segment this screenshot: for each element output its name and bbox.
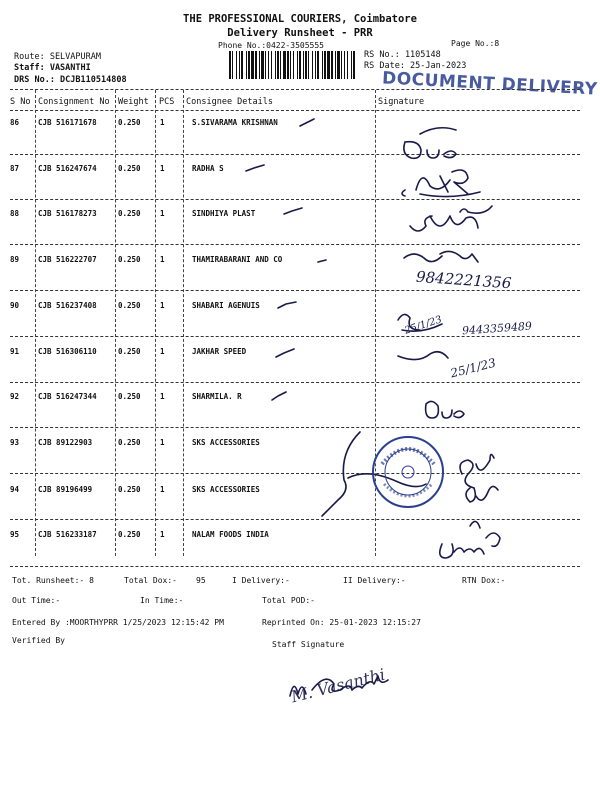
handwritten-date-90: 25/1/23 bbox=[403, 314, 444, 337]
ii-delivery: II Delivery:- bbox=[343, 576, 406, 585]
row-pcs: 1 bbox=[160, 255, 165, 264]
row-sno: 95 bbox=[10, 530, 20, 539]
row-weight: 0.250 bbox=[118, 530, 141, 539]
barcode-bar bbox=[271, 51, 272, 79]
barcode-bar bbox=[268, 51, 269, 79]
rs-date: RS Date: 25-Jan-2023 bbox=[364, 61, 467, 71]
col-consignment: Consignment No bbox=[38, 97, 110, 107]
barcode-bar bbox=[241, 51, 243, 79]
company-seal bbox=[370, 434, 446, 510]
phone-number: Phone No.:0422-3505555 bbox=[218, 41, 324, 50]
row-separator bbox=[10, 427, 580, 428]
row-weight: 0.250 bbox=[118, 301, 141, 310]
row-weight: 0.250 bbox=[118, 485, 141, 494]
document-delivery-stamp: DOCUMENT DELIVERY bbox=[381, 68, 599, 100]
row-sno: 87 bbox=[10, 164, 20, 173]
rs-number: RS No.: 1105148 bbox=[364, 50, 441, 60]
row-weight: 0.250 bbox=[118, 438, 141, 447]
signature-86 bbox=[420, 128, 456, 134]
barcode-bar bbox=[251, 51, 254, 79]
row-separator bbox=[10, 199, 580, 200]
barcode-bar bbox=[261, 51, 264, 79]
route: Route: SELVAPURAM bbox=[14, 52, 101, 62]
row-separator bbox=[10, 519, 580, 520]
row-consignment: CJB 516247674 bbox=[38, 164, 97, 173]
row-sno: 86 bbox=[10, 118, 20, 127]
reprinted-on: Reprinted On: 25-01-2023 12:15:27 bbox=[262, 618, 421, 627]
signature-94 bbox=[466, 486, 498, 502]
barcode-bar bbox=[305, 51, 307, 79]
barcode-bar bbox=[293, 51, 294, 79]
row-separator bbox=[10, 473, 580, 474]
company-name: THE PROFESSIONAL COURIERS, Coimbatore bbox=[183, 13, 417, 25]
out-time: Out Time:- bbox=[12, 596, 61, 605]
entered-by: Entered By :MOORTHYPRR 1/25/2023 12:15:42 PM bbox=[12, 618, 224, 627]
signature-88 bbox=[402, 170, 480, 197]
barcode-bar bbox=[239, 51, 240, 79]
tick-mark bbox=[300, 119, 314, 126]
rtn-dox: RTN Dox:- bbox=[462, 576, 506, 585]
barcode-bar bbox=[315, 51, 316, 79]
tot-runsheet: Tot. Runsheet:- 8 bbox=[12, 576, 94, 585]
col-divider bbox=[35, 90, 36, 556]
barcode-bar bbox=[341, 51, 342, 79]
barcode-bar bbox=[327, 51, 330, 79]
row-consignment: CJB 89122903 bbox=[38, 438, 93, 447]
barcode-bar bbox=[255, 51, 257, 79]
row-sno: 90 bbox=[10, 301, 20, 310]
signature-93 bbox=[460, 454, 494, 488]
tick-mark bbox=[276, 349, 294, 357]
row-pcs: 1 bbox=[160, 347, 165, 356]
row-consignee: SINDHIYA PLAST bbox=[192, 209, 256, 218]
row-weight: 0.250 bbox=[118, 392, 141, 401]
row-consignment: CJB 516237408 bbox=[38, 301, 97, 310]
row-consignee: S.SIVARAMA KRISHNAN bbox=[192, 118, 278, 127]
row-consignment: CJB 516233187 bbox=[38, 530, 97, 539]
row-weight: 0.250 bbox=[118, 209, 141, 218]
row-weight: 0.250 bbox=[118, 347, 141, 356]
row-sno: 93 bbox=[10, 438, 20, 447]
row-sno: 91 bbox=[10, 347, 20, 356]
col-divider bbox=[155, 90, 156, 556]
barcode-bar bbox=[303, 51, 304, 79]
row-sno: 88 bbox=[10, 209, 20, 218]
col-divider bbox=[183, 90, 184, 556]
signature-92 bbox=[426, 401, 464, 418]
barcode-bar bbox=[344, 51, 345, 79]
row-weight: 0.250 bbox=[118, 118, 141, 127]
row-consignee: SKS ACCESSORIES bbox=[192, 438, 260, 447]
row-consignee: SHABARI AGENUIS bbox=[192, 301, 260, 310]
barcode-bar bbox=[322, 51, 323, 79]
table-bottom-rule bbox=[10, 566, 580, 567]
page-number: Page No.:8 bbox=[451, 39, 500, 48]
row-sno: 92 bbox=[10, 392, 20, 401]
barcode-bar bbox=[283, 51, 286, 79]
runsheet-title: Delivery Runsheet - PRR bbox=[227, 27, 373, 39]
row-pcs: 1 bbox=[160, 164, 165, 173]
row-consignment: CJB 516222707 bbox=[38, 255, 97, 264]
row-consignment: CJB 89196499 bbox=[38, 485, 93, 494]
barcode-bar bbox=[312, 51, 313, 79]
row-pcs: 1 bbox=[160, 485, 165, 494]
barcode-bar bbox=[351, 51, 352, 79]
handwritten-staff-name: M. Vasanthi bbox=[289, 664, 387, 707]
col-pcs: PCS bbox=[159, 97, 175, 107]
row-weight: 0.250 bbox=[118, 255, 141, 264]
col-consignee: Consignee Details bbox=[186, 97, 273, 107]
col-signature: Signature bbox=[378, 97, 425, 107]
barcode-bar bbox=[297, 51, 298, 79]
row-consignee: JAKHAR SPEED bbox=[192, 347, 247, 356]
row-consignment: CJB 516306110 bbox=[38, 347, 97, 356]
row-sno: 89 bbox=[10, 255, 20, 264]
row-consignee: SHARMILA. R bbox=[192, 392, 242, 401]
signature-95 bbox=[440, 521, 500, 558]
drs-number: DRS No.: DCJB110514808 bbox=[14, 75, 127, 85]
tick-mark bbox=[284, 208, 302, 214]
barcode-bar bbox=[317, 51, 319, 79]
barcode-bar bbox=[265, 51, 266, 79]
barcode-bar bbox=[246, 51, 247, 79]
row-pcs: 1 bbox=[160, 209, 165, 218]
tick-mark bbox=[272, 392, 286, 400]
row-pcs: 1 bbox=[160, 118, 165, 127]
row-consignee: RADHA S bbox=[192, 164, 224, 173]
total-dox-label: Total Dox:- bbox=[124, 576, 177, 585]
header-bottom-rule bbox=[10, 110, 580, 111]
row-separator bbox=[10, 244, 580, 245]
row-separator bbox=[10, 336, 580, 337]
barcode-bar bbox=[277, 51, 279, 79]
barcode-bar bbox=[275, 51, 276, 79]
barcode-bar bbox=[353, 51, 355, 79]
barcode-bar bbox=[229, 51, 231, 79]
row-consignee: THAMIRABARANI AND CO bbox=[192, 255, 283, 264]
barcode-bar bbox=[324, 51, 326, 79]
handwritten-date-91: 25/1/23 bbox=[448, 355, 498, 381]
total-pod: Total POD:- bbox=[262, 596, 315, 605]
barcode-bar bbox=[308, 51, 309, 79]
total-dox-value: 95 bbox=[196, 576, 206, 585]
in-time: In Time:- bbox=[140, 596, 184, 605]
signature-89 bbox=[404, 206, 492, 262]
row-pcs: 1 bbox=[160, 392, 165, 401]
barcode-bar bbox=[331, 51, 333, 79]
col-sno: S No bbox=[10, 97, 31, 107]
staff: Staff: VASANTHI bbox=[14, 63, 91, 73]
row-consignment: CJB 516178273 bbox=[38, 209, 97, 218]
row-consignee: SKS ACCESSORIES bbox=[192, 485, 260, 494]
row-pcs: 1 bbox=[160, 530, 165, 539]
barcode-bar bbox=[280, 51, 281, 79]
row-pcs: 1 bbox=[160, 438, 165, 447]
barcode-bar bbox=[337, 51, 340, 79]
tick-mark bbox=[278, 302, 296, 308]
verified-by: Verified By bbox=[12, 636, 65, 645]
row-weight: 0.250 bbox=[118, 164, 141, 173]
handwritten-phone-90: 9443359489 bbox=[461, 319, 533, 338]
tick-mark bbox=[246, 165, 264, 171]
handwritten-phone-89: 9842221356 bbox=[415, 267, 512, 293]
row-sno: 94 bbox=[10, 485, 20, 494]
row-consignee: NALAM FOODS INDIA bbox=[192, 530, 269, 539]
barcode bbox=[229, 51, 356, 79]
row-separator bbox=[10, 154, 580, 155]
col-divider bbox=[115, 90, 116, 556]
barcode-bar bbox=[335, 51, 336, 79]
barcode-bar bbox=[232, 51, 233, 79]
i-delivery: I Delivery:- bbox=[232, 576, 290, 585]
row-consignment: CJB 516247344 bbox=[38, 392, 97, 401]
barcode-bar bbox=[236, 51, 237, 79]
col-weight: Weight bbox=[118, 97, 149, 107]
barcode-bar bbox=[299, 51, 301, 79]
row-consignment: CJB 516171678 bbox=[38, 118, 97, 127]
signature-91 bbox=[398, 352, 448, 360]
header-top-rule bbox=[10, 89, 580, 90]
barcode-bar bbox=[290, 51, 291, 79]
signature-87 bbox=[404, 142, 456, 159]
barcode-bar bbox=[248, 51, 250, 79]
staff-signature-label: Staff Signature bbox=[272, 640, 345, 649]
barcode-bar bbox=[287, 51, 289, 79]
row-pcs: 1 bbox=[160, 301, 165, 310]
barcode-bar bbox=[259, 51, 260, 79]
barcode-bar bbox=[347, 51, 348, 79]
row-separator bbox=[10, 382, 580, 383]
tick-mark bbox=[318, 260, 326, 262]
